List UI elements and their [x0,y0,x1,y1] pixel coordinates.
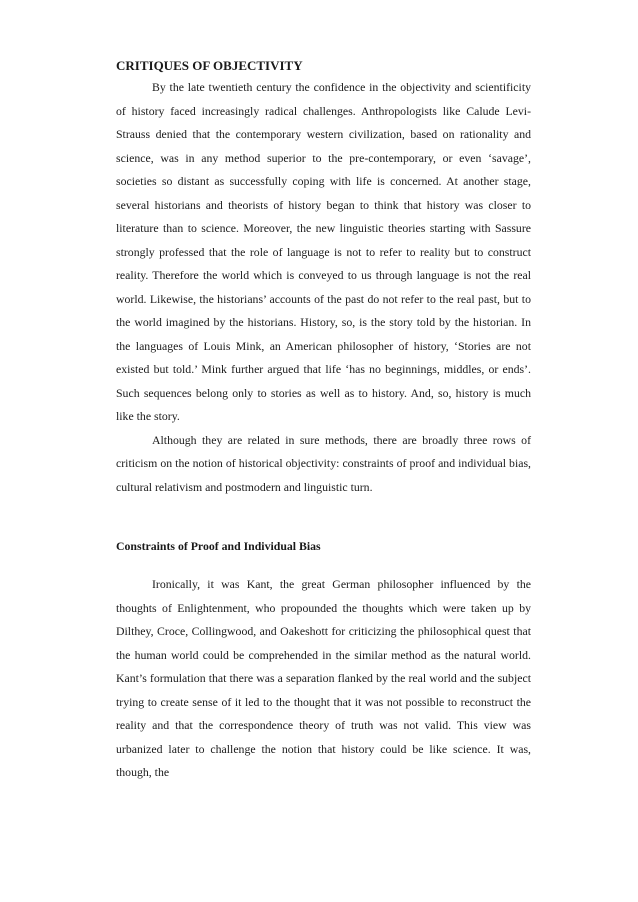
page-title: CRITIQUES OF OBJECTIVITY [116,58,303,73]
section-spacer [116,499,531,536]
paragraph-kant: Ironically, it was Kant, the great German philosopher influenced by the thoughts of Enlightenment, who propounded the thoughts which were taken up by Dilthey, Croce, Collingwood, and Oakeshott for criticizing the philosophical quest that the human world could be comprehended in the similar method as the natural world. Kant’s formulation that there was a separation flanked by the real world and the subject trying to create sense of it led to the thought that it was not possible to reconstruct the reality and that the correspondence theory of truth was not valid. This view was urbanized later to challenge the notion that history could be like science. It was, though, the [116,577,531,779]
paragraph-three-criticisms: Although they are related in sure methods, there are broadly three rows of criticism on the notion of historical objectivity: constraints of proof and individual bias, cultural relativism and postmodern and linguistic turn. [116,432,531,494]
section-heading: Constraints of Proof and Individual Bias [116,539,321,553]
document-body [116,56,531,785]
paragraph-levi-strauss: By the late twentieth century the confidence in the objectivity and scientificity of history faced increasingly radical challenges. Anthropologists like Calude Levi-Strauss denied that the contemporary western civilization, based on rationality and science, was in any method superior to the pre-contemporary, or even ‘savage’, societies so distant as successfully coping with life is concerned. At another stage, several historians and theorists of history began to think that history was closer to literature than to science. Moreover, the new linguistic theories starting with Sassure strongly professed that the role of language is not to refer to reality but to construct reality. Therefore the world which is conveyed to us through language is not the real world. Likewise, the historians’ accounts of the past do not refer to the real past, but to the world imagined by the historians. History, so, is the story told by the historian. In the languages of Louis Mink, an American philosopher of history, ‘Stories are not existed but told.’ Mink further argued that life ‘has no beginnings, middles, or ends’. Such sequences belong only to stories as well as to history. And, so, history is much like the story. [116,80,531,423]
heading-spacer [116,556,531,573]
